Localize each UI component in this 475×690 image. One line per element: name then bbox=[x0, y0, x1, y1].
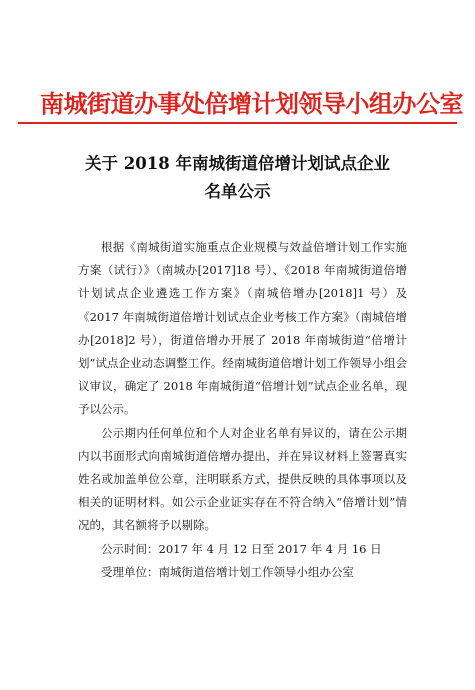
letterhead-org-name: 南城街道办事处倍增计划领导小组办公室 bbox=[40, 89, 463, 118]
document-title bbox=[40, 150, 435, 206]
body-paragraph-2: 公示期内任何单位和个人对企业名单有异议的，请在公示期内以书面形式向南城街道倍增办提出，并在异议材料上签署真实姓名或加盖单位公章，注明联系方式，提供反映的具体事项以及相关的证明材料。如公示企业证实存在不符合纳入“倍增计划”情况的，其名额将予以剔除。 bbox=[78, 425, 407, 533]
title-line-2: 名单公示 bbox=[204, 182, 271, 201]
notice-period: 公示时间：2017 年 4 月 12 日至 2017 年 4 月 16 日 bbox=[101, 541, 382, 556]
letterhead-red-rule bbox=[18, 122, 457, 124]
title-line-1: 关于 2018 年南城街道倍增计划试点企业 bbox=[85, 154, 390, 173]
document-body bbox=[78, 236, 407, 584]
body-paragraph-1: 根据《南城街道实施重点企业规模与效益倍增计划工作实施方案（试行）》（南城办[2017]18 号）、《2018 年南城街道倍增计划试点企业遴选工作方案》（南城倍增办[2018]1 号）及《2017 年南城街道倍增计划试点企业考核工作方案》（南城倍增办[2018]2 号），街道倍增办开展了 2018 年南城街道“倍增计划”试点企业动态调整工作。经南城街道倍增计划工作领导小组会议审议，确定了 2018 年南城街道“倍增计划”试点企业名单，现予以公示。 bbox=[78, 240, 407, 417]
receiving-unit: 受理单位：南城街道倍增计划工作领导小组办公室 bbox=[101, 564, 354, 579]
